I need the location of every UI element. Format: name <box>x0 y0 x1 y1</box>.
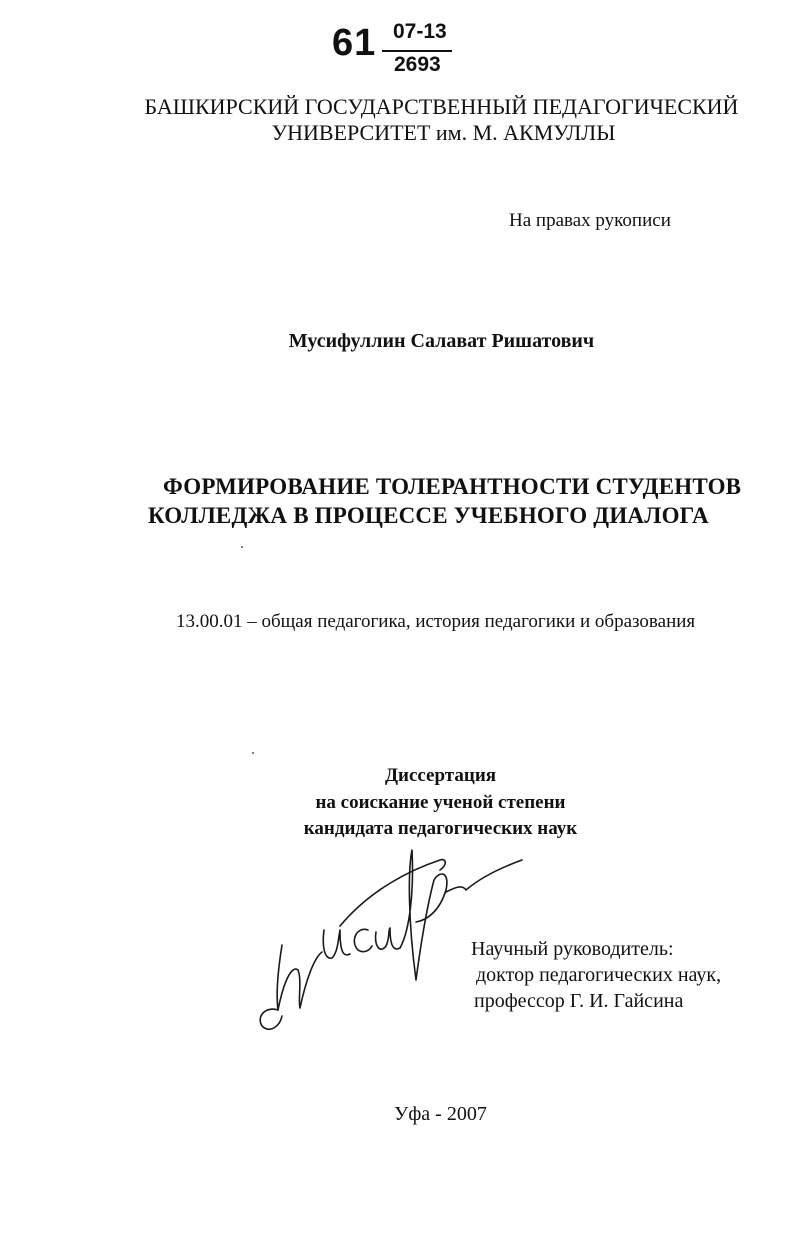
specialty-code: 13.00.01 – общая педагогика, история педагогики и образования <box>176 611 696 632</box>
stamp-top-number: 07-13 <box>393 20 447 43</box>
stamp-code: 61 <box>332 22 377 64</box>
university-name-line2: УНИВЕРСИТЕТ им. М. АКМУЛЛЫ <box>271 120 616 145</box>
supervisor-name: профессор Г. И. Гайсина <box>474 990 684 1012</box>
supervisor-degree: доктор педагогических наук, <box>476 964 722 986</box>
supervisor-label: Научный руководитель: <box>471 938 674 960</box>
scan-speck <box>252 752 254 754</box>
dissertation-degree-line: на соискание ученой степени <box>315 792 566 813</box>
place-and-year: Уфа - 2007 <box>394 1103 487 1125</box>
thesis-title-line2: КОЛЛЕДЖА В ПРОЦЕССЕ УЧЕБНОГО ДИАЛОГА <box>148 503 709 528</box>
author-name: Мусифуллин Салават Ришатович <box>288 330 595 352</box>
stamp-fraction-rule <box>382 50 452 52</box>
dissertation-heading: Диссертация <box>384 765 497 786</box>
manuscript-rights-note: На правах рукописи <box>509 210 671 231</box>
thesis-title-line1: ФОРМИРОВАНИЕ ТОЛЕРАНТНОСТИ СТУДЕНТОВ <box>163 474 742 499</box>
scan-speck <box>241 546 243 548</box>
dissertation-field-line: кандидата педагогических наук <box>303 818 578 839</box>
stamp-bottom-number: 2693 <box>394 53 441 76</box>
university-name-line1: БАШКИРСКИЙ ГОСУДАРСТВЕННЫЙ ПЕДАГОГИЧЕСКИЙ <box>144 94 739 119</box>
